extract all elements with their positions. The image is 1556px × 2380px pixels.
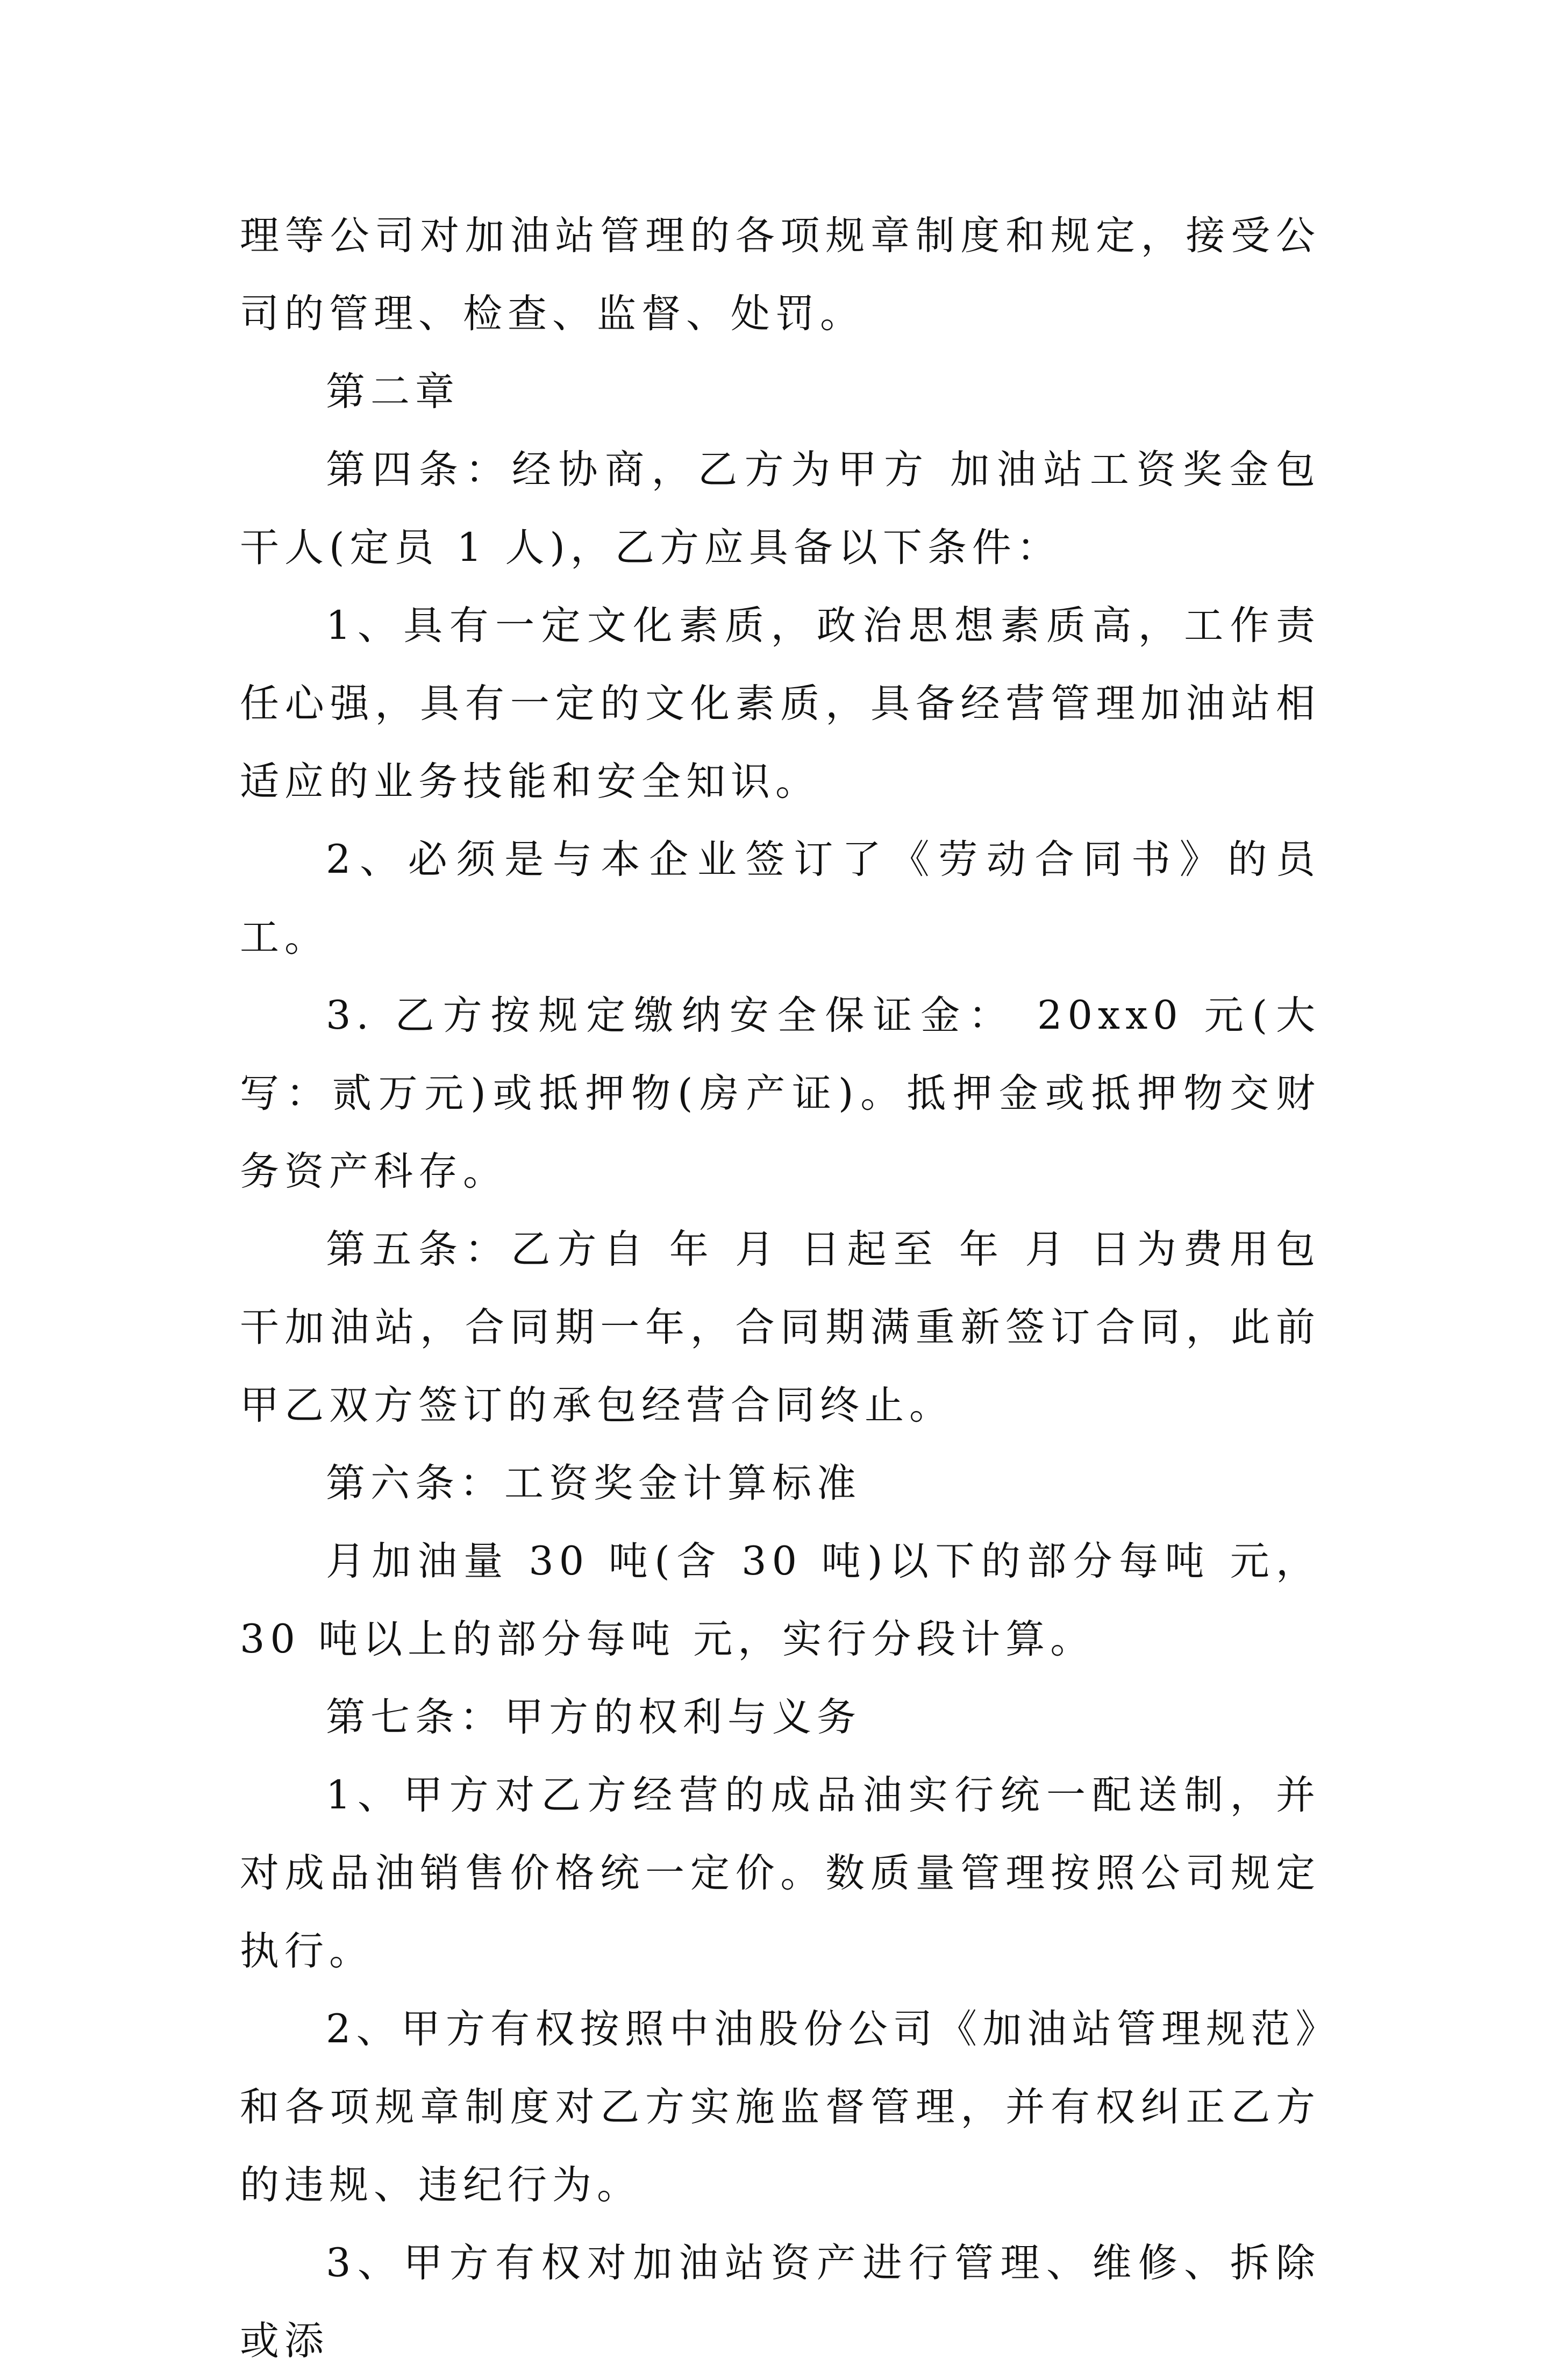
article-7-item-3: 3、甲方有权对加油站资产进行管理、维修、拆除或添 <box>240 2240 1321 2364</box>
article-7-item-1: 1、甲方对乙方经营的成品油实行统一配送制，并对成品油销售价格统一定价。数质量管理按照公司规定执行。 <box>240 1772 1321 1974</box>
document-page <box>240 197 1321 2380</box>
article-7-item-2: 2、甲方有权按照中油股份公司《加油站管理规范》和各项规章制度对乙方实施监督管理，并有权纠正乙方的违规、违纪行为。 <box>240 2006 1321 2208</box>
article-4-item-3: 3. 乙方按规定缴纳安全保证金： 20xx0 元(大写：贰万元)或抵押物(房产证)。抵押金或抵押物交财务资产科存。 <box>240 993 1321 1194</box>
article-4-item-2: 2、必须是与本企业签订了《劳动合同书》的员工。 <box>240 837 1321 960</box>
paragraph-continuation: 理等公司对加油站管理的各项规章制度和规定，接受公司的管理、检查、监督、处罚。 <box>240 213 1321 337</box>
article-5: 第五条：乙方自 年 月 日起至 年 月 日为费用包干加油站，合同期一年，合同期满重新签订合同，此前甲乙双方签订的承包经营合同终止。 <box>240 1227 1321 1428</box>
article-7-heading: 第七条：甲方的权利与义务 <box>326 1694 861 1740</box>
chapter-heading: 第二章 <box>326 369 460 415</box>
article-6-heading: 第六条：工资奖金计算标准 <box>326 1460 861 1506</box>
article-4-item-1: 1、具有一定文化素质，政治思想素质高，工作责任心强，具有一定的文化素质，具备经营管理加油站相适应的业务技能和安全知识。 <box>240 603 1321 804</box>
article-4: 第四条：经协商，乙方为甲方 加油站工资奖金包干人(定员 1 人)，乙方应具备以下条件： <box>240 447 1321 571</box>
article-6-body: 月加油量 30 吨(含 30 吨)以下的部分每吨 元，30 吨以上的部分每吨 元，实行分段计算。 <box>240 1538 1321 1662</box>
